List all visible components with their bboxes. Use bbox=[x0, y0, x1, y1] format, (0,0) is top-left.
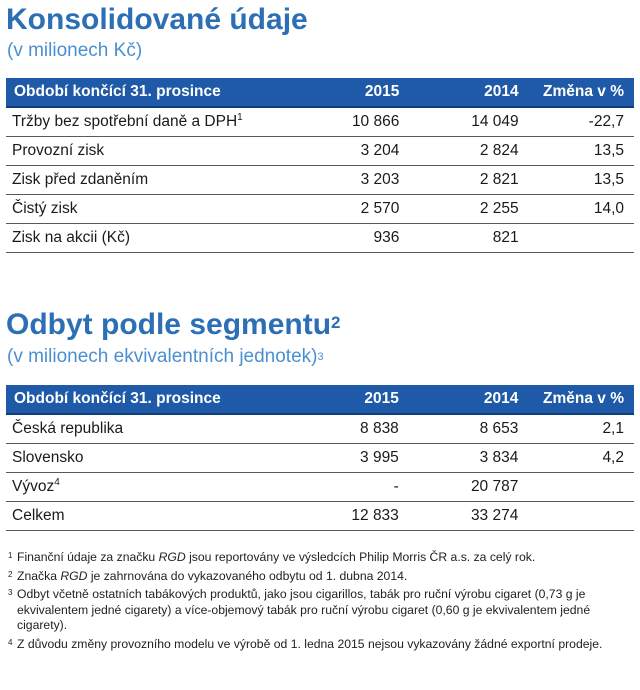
value-2015: 936 bbox=[329, 224, 422, 253]
value-change: 4,2 bbox=[528, 444, 634, 473]
row-label: Česká republika bbox=[6, 414, 328, 444]
value-2015: 3 203 bbox=[329, 166, 422, 195]
header-2015: 2015 bbox=[328, 385, 421, 414]
row-label: Zisk před zdaněním bbox=[6, 166, 329, 195]
footnote-4: 4 Z důvodu změny provozního modelu ve výrobě od 1. ledna 2015 nejsou vykazovány žádné exportní prodeje. bbox=[8, 636, 603, 651]
table-row bbox=[6, 166, 634, 195]
value-2014: 20 787 bbox=[421, 473, 529, 502]
segment-title: Odbyt podle segmentu$^2$ bbox=[6, 308, 341, 341]
table-row bbox=[6, 502, 634, 531]
row-label: Celkem bbox=[6, 502, 328, 531]
footnote-3: 3 Odbyt včetně ostatních tabákových produktů, jako jsou cigarillos, tabák pro ruční výrobu cigaret (0,73 g je ekvivalentem jedné cigarety) a více-objemový tabák pro ruční výrobu cigaret (0,60 g je ekvivalentem jedné cigarety). bbox=[8, 587, 591, 632]
value-2014: 8 653 bbox=[421, 414, 529, 444]
value-2015: 3 995 bbox=[328, 444, 421, 473]
footnote-ref: 2 bbox=[331, 313, 341, 332]
table-row bbox=[6, 137, 634, 166]
row-label: Provozní zisk bbox=[6, 137, 329, 166]
row-label: Vývoz$^4$ bbox=[6, 473, 328, 502]
footnote-2: 2 Značka RGD je zahrnována do vykazovaného odbytu od 1. dubna 2014. bbox=[8, 568, 408, 583]
value-2015: 10 866 bbox=[329, 107, 422, 137]
footnote-ref: 1 bbox=[237, 112, 243, 123]
value-change: 14,0 bbox=[529, 195, 634, 224]
table-row bbox=[6, 195, 634, 224]
row-label: Čistý zisk bbox=[6, 195, 329, 224]
header-change: Změna v % bbox=[528, 385, 634, 414]
value-change: 2,1 bbox=[528, 414, 634, 444]
value-2014: 14 049 bbox=[421, 107, 528, 137]
table-header-row bbox=[6, 385, 634, 414]
header-2014: 2014 bbox=[421, 78, 528, 107]
value-2015: 3 204 bbox=[329, 137, 422, 166]
value-2014: 821 bbox=[421, 224, 528, 253]
table-header-row bbox=[6, 78, 634, 107]
value-2014: 2 255 bbox=[421, 195, 528, 224]
value-2015: 2 570 bbox=[329, 195, 422, 224]
value-change: -22,7 bbox=[529, 107, 634, 137]
value-change bbox=[529, 224, 634, 253]
consolidated-subtitle: (v milionech Kč) bbox=[7, 40, 143, 61]
footnotes bbox=[8, 550, 628, 655]
value-2015: 8 838 bbox=[328, 414, 421, 444]
value-change: 13,5 bbox=[529, 166, 634, 195]
footnote-ref: 3 bbox=[317, 351, 324, 363]
value-change bbox=[528, 502, 634, 531]
consolidated-table bbox=[6, 78, 634, 253]
row-label: Slovensko bbox=[6, 444, 328, 473]
value-change: 13,5 bbox=[529, 137, 634, 166]
table-row bbox=[6, 414, 634, 444]
row-label: Zisk na akcii (Kč) bbox=[6, 224, 329, 253]
footnote-1: 1 Finanční údaje za značku RGD jsou reportovány ve výsledcích Philip Morris ČR a.s. za celý rok. bbox=[8, 550, 536, 564]
header-period: Období končící 31. prosince bbox=[6, 78, 329, 107]
segment-subtitle: (v milionech ekvivalentních jednotek)$^3$ bbox=[7, 346, 324, 367]
header-2014: 2014 bbox=[421, 385, 529, 414]
value-2014: 33 274 bbox=[421, 502, 529, 531]
table-row bbox=[6, 473, 634, 502]
segment-table bbox=[6, 385, 634, 531]
footnote-ref: 4 bbox=[54, 477, 60, 488]
value-2014: 2 821 bbox=[421, 166, 528, 195]
header-period: Období končící 31. prosince bbox=[6, 385, 328, 414]
table-row bbox=[6, 107, 634, 137]
header-change: Změna v % bbox=[529, 78, 634, 107]
value-2014: 2 824 bbox=[421, 137, 528, 166]
value-2015: 12 833 bbox=[328, 502, 421, 531]
value-2014: 3 834 bbox=[421, 444, 529, 473]
table-row bbox=[6, 444, 634, 473]
row-label: Tržby bez spotřební daně a DPH$^1$ bbox=[6, 107, 329, 137]
value-change bbox=[528, 473, 634, 502]
table-row bbox=[6, 224, 634, 253]
value-2015: - bbox=[328, 473, 421, 502]
consolidated-title: Konsolidované údaje bbox=[6, 3, 308, 36]
header-2015: 2015 bbox=[329, 78, 422, 107]
